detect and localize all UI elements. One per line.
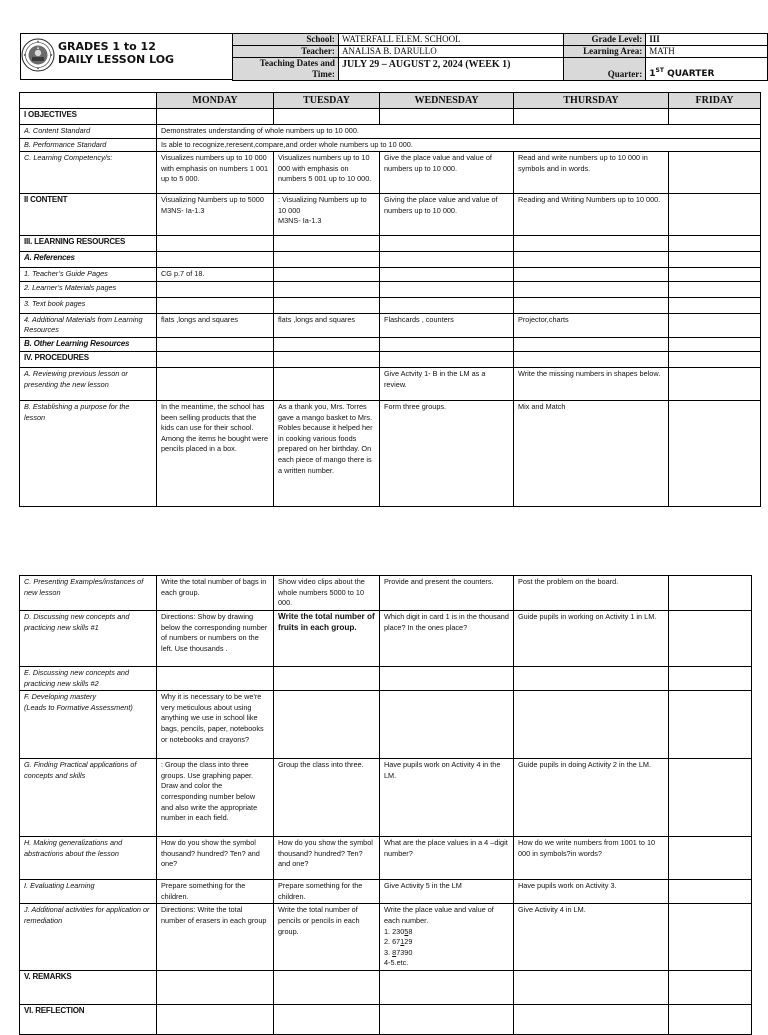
competency-tuesday: Visualizes numbers up to 10 000 with emphasis on numbers 5 001 up to 10 000. [274, 152, 380, 194]
procedure-d-tuesday: Write the total number of fruits in each group. [274, 611, 380, 667]
lesson-plan-table-part-2 [19, 575, 752, 1035]
grade-level-label: Grade Level: [563, 34, 646, 46]
content-monday: Visualizing Numbers up to 5000 M3NS- Ia-1.3 [157, 194, 274, 236]
deped-seal-icon [21, 38, 55, 72]
performance-standard-label: B. Performance Standard [20, 138, 157, 152]
school-value: WATERFALL ELEM. SCHOOL [338, 34, 563, 46]
procedure-b-monday: In the meantime, the school has been selling products that the kids can use for their school. Among the items he bought were pencils placed in a box. [157, 400, 274, 506]
additional-materials-label: 4. Additional Materials from Learning Resources [20, 313, 157, 337]
number-item-4: 4-5.etc. [384, 958, 409, 968]
reflection-heading: VI. REFLECTION [20, 1005, 157, 1035]
lesson-plan-table-part-1 [19, 92, 761, 507]
day-header-friday: FRIDAY [669, 93, 761, 109]
procedure-g-label: G. Finding Practical applications of concepts and skills [20, 759, 157, 837]
procedure-c-monday: Write the total number of bags in each group. [157, 576, 274, 611]
performance-standard-text: Is able to recognize,reresent,compare,and order whole numbers up to 10 000. [157, 138, 761, 152]
quarter-value [646, 58, 768, 81]
day-header-monday: MONDAY [157, 93, 274, 109]
procedure-d-thursday: Guide pupils in working on Activity 1 in LM. [514, 611, 669, 667]
procedure-a-thursday: Write the missing numbers in shapes below. [514, 367, 669, 400]
procedure-j-tuesday: Write the total number of pencils or pencils in each group. [274, 904, 380, 971]
dates-label-line-1: Teaching Dates and [259, 58, 335, 68]
procedure-i-label: I. Evaluating Learning [20, 880, 157, 904]
objectives-heading: I OBJECTIVES [20, 109, 157, 125]
content-wednesday: Giving the place value and value of numbers up to 10 000. [380, 194, 514, 236]
procedure-b-wednesday: Form three groups. [380, 400, 514, 506]
log-title [58, 40, 174, 66]
procedure-g-thursday: Guide pupils in doing Activity 2 in the LM. [514, 759, 669, 837]
procedure-g-tuesday: Group the class into three. [274, 759, 380, 837]
procedure-a-label: A. Reviewing previous lesson or presenting the new lesson [20, 367, 157, 400]
competency-wednesday: Give the place value and value of numbers up to 10 000. [380, 152, 514, 194]
corner-cell [20, 93, 157, 109]
teachers-guide-monday: CG p.7 of 18. [157, 268, 274, 282]
additional-materials-tuesday: flats ,longs and squares [274, 313, 380, 337]
procedure-i-monday: Prepare something for the children. [157, 880, 274, 904]
additional-materials-wednesday: Flashcards , counters [380, 313, 514, 337]
title-line-1: GRADES 1 to 12 [58, 40, 156, 53]
title-line-2: DAILY LESSON LOG [58, 53, 175, 66]
textbook-pages-label: 3. Text book pages [20, 297, 157, 313]
procedure-b-tuesday: As a thank you, Mrs. Torres gave a mango basket to Mrs. Robles because it helped her in cooking various foods prepared on her birthday. On each piece of mango there is a written number. [274, 400, 380, 506]
school-info-table [232, 33, 768, 81]
procedure-g-monday: : Group the class into three groups. Use graphing paper. Draw and color the corresponding number below and also write the appropriate number in each field. [157, 759, 274, 837]
other-resources-heading: B. Other Learning Resources [20, 337, 157, 351]
day-header-thursday: THURSDAY [514, 93, 669, 109]
number-item-2: 2. 67129 [384, 937, 413, 947]
teacher-label: Teacher: [233, 46, 339, 58]
references-heading: A. References [20, 252, 157, 268]
procedure-e-label: E. Discussing new concepts and practicing new skills #2 [20, 667, 157, 691]
procedure-f-label: F. Developing mastery (Leads to Formative Assessment) [20, 691, 157, 759]
procedure-h-tuesday: How do you show the symbol thousand? hundred? Ten? and one? [274, 837, 380, 880]
procedure-c-thursday: Post the problem on the board. [514, 576, 669, 611]
teachers-guide-label: 1. Teacher’s Guide Pages [20, 268, 157, 282]
content-tuesday: : Visualizing Numbers up to 10 000 M3NS- Ia-1.3 [274, 194, 380, 236]
procedure-b-label: B. Establishing a purpose for the lesson [20, 400, 157, 506]
additional-materials-thursday: Projector,charts [514, 313, 669, 337]
learners-materials-label: 2. Learner’s Materials pages [20, 281, 157, 297]
additional-materials-monday: flats ,longs and squares [157, 313, 274, 337]
quarter-label: Quarter: [563, 58, 646, 81]
dates-label-line-2: Time: [312, 69, 335, 79]
number-item-3: 3. 87390 [384, 947, 413, 957]
procedures-heading: IV. PROCEDURES [20, 351, 157, 367]
competency-monday: Visualizes numbers up to 10 000 with emphasis on numbers 1 001 up to 5 000. [157, 152, 274, 194]
procedure-j-wednesday-intro: Write the place value and value of each number. [384, 905, 494, 925]
remarks-heading: V. REMARKS [20, 971, 157, 1005]
procedure-c-tuesday: Show video clips about the whole numbers 5000 to 10 000. [274, 576, 380, 611]
learning-area-label: Learning Area: [563, 46, 646, 58]
quarter-word: QUARTER [663, 69, 715, 79]
procedure-j-monday: Directions: Write the total number of erasers in each group [157, 904, 274, 971]
procedure-h-label: H. Making generalizations and abstractions about the lesson [20, 837, 157, 880]
day-header-wednesday: WEDNESDAY [380, 93, 514, 109]
procedure-g-wednesday: Have pupils work on Activity 4 in the LM. [380, 759, 514, 837]
procedure-i-wednesday: Give Activity 5 in the LM [380, 880, 514, 904]
procedure-d-wednesday: Which digit in card 1 is in the thousand place? In the ones place? [380, 611, 514, 667]
procedure-c-label: C. Presenting Examples/instances of new lesson [20, 576, 157, 611]
content-thursday: Reading and Writing Numbers up to 10 000. [514, 194, 669, 236]
procedure-j-label: J. Additional activities for application or remediation [20, 904, 157, 971]
school-label: School: [233, 34, 339, 46]
number-item-1: 1. 23058 [384, 926, 413, 936]
competency-label: C. Learning Competency/s: [20, 152, 157, 194]
learning-resources-heading: III. LEARNING RESOURCES [20, 236, 157, 252]
quarter-number: 1 [649, 69, 656, 79]
learning-area-value: MATH [646, 46, 768, 58]
procedure-d-label: D. Discussing new concepts and practicing new skills #1 [20, 611, 157, 667]
procedure-a-wednesday: Give Actvity 1- B in the LM as a review. [380, 367, 514, 400]
procedure-f-monday: Why it is necessary to be we're very meticulous about using anything we use in school like bags, pencils, paper, notebooks or notebooks and crayons? [157, 691, 274, 759]
procedure-b-thursday: Mix and Match [514, 400, 669, 506]
quarter-suffix: ST [655, 67, 664, 74]
content-standard-text: Demonstrates understanding of whole numbers up to 10 000. [157, 125, 761, 139]
procedure-i-tuesday: Prepare something for the children. [274, 880, 380, 904]
teacher-value: ANALISA B. DARULLO [338, 46, 563, 58]
content-heading: II CONTENT [20, 194, 157, 236]
procedure-h-wednesday: What are the place values in a 4 –digit number? [380, 837, 514, 880]
procedure-c-wednesday: Provide and present the counters. [380, 576, 514, 611]
procedure-j-thursday: Give Activity 4 in LM. [514, 904, 669, 971]
day-header-tuesday: TUESDAY [274, 93, 380, 109]
procedure-h-thursday: How do we write numbers from 1001 to 10 000 in symbols?in words? [514, 837, 669, 880]
grade-level-value: III [646, 34, 768, 46]
competency-thursday: Read and write numbers up to 10 000 in symbols and in words. [514, 152, 669, 194]
dates-label [233, 58, 339, 81]
content-standard-label: A. Content Standard [20, 125, 157, 139]
procedure-h-monday: How do you show the symbol thousand? hundred? Ten? and one? [157, 837, 274, 880]
procedure-i-thursday: Have pupils work on Activity 3. [514, 880, 669, 904]
procedure-d-monday: Directions: Show by drawing below the corresponding number of numbers or numbers on the left. Use thousands . [157, 611, 274, 667]
procedure-j-wednesday [380, 904, 514, 971]
dates-value: JULY 29 – AUGUST 2, 2024 (WEEK 1) [338, 58, 563, 81]
